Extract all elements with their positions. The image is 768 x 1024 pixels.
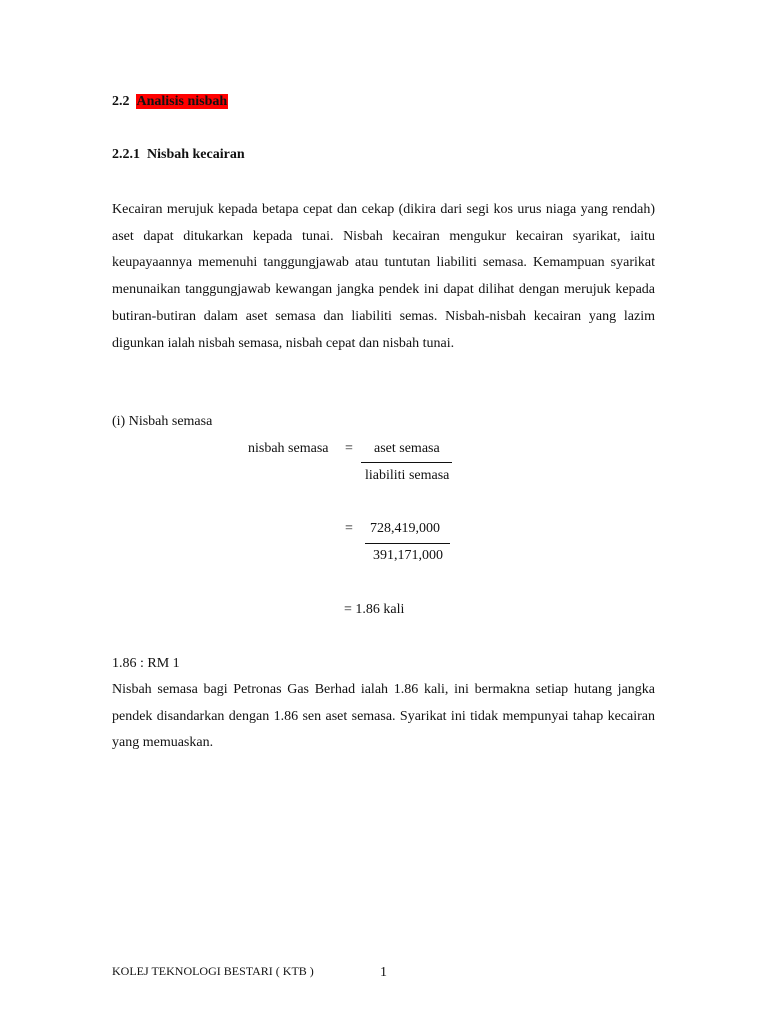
section-title: Analisis nisbah bbox=[136, 94, 228, 109]
fraction-bar bbox=[361, 462, 452, 463]
formula-lhs: nisbah semasa bbox=[248, 441, 329, 456]
formula-equals: = bbox=[345, 441, 353, 456]
formula-numerator: aset semasa bbox=[374, 441, 440, 456]
subsection-number: 2.2.1 bbox=[112, 147, 140, 162]
numeric-equals: = bbox=[345, 521, 353, 536]
formula-denominator: liabiliti semasa bbox=[365, 468, 450, 483]
page-number: 1 bbox=[380, 965, 387, 980]
conclusion-paragraph: Nisbah semasa bagi Petronas Gas Berhad ialah 1.86 kali, ini bermakna setiap hutang jangka pendek disandarkan dengan 1.86 sen aset semasa. Syarikat ini tidak mempunyai tahap kecairan yang memuaskan. bbox=[112, 682, 655, 751]
subsection-title: Nisbah kecairan bbox=[147, 147, 245, 162]
numeric-fraction-bar bbox=[365, 543, 450, 544]
item-label: (i) Nisbah semasa bbox=[112, 414, 213, 429]
intro-paragraph: Kecairan merujuk kepada betapa cepat dan cekap (dikira dari segi kos urus niaga yang rendah) aset dapat ditukarkan kepada tunai. Nisbah kecairan mengukur kecairan syarikat, iaitu keupayaannya memenuhi tanggungjawab atau tuntutan liabiliti semasa. Kemampuan syarikat menunaikan tanggungjawab kewangan jangka pendek ini dapat dilihat dengan merujuk kepada butiran-butiran dalam aset semasa dan liabiliti semas. Nisbah-nisbah kecairan yang lazim digunkan ialah nisbah semasa, nisbah cepat dan nisbah tunai. bbox=[112, 202, 655, 351]
section-heading bbox=[112, 94, 228, 110]
numeric-denominator: 391,171,000 bbox=[373, 548, 443, 563]
footer-institution: KOLEJ TEKNOLOGI BESTARI ( KTB ) bbox=[112, 964, 314, 978]
formula-result: = 1.86 kali bbox=[344, 602, 405, 617]
numeric-numerator: 728,419,000 bbox=[370, 521, 440, 536]
ratio-line: 1.86 : RM 1 bbox=[112, 656, 180, 671]
section-number: 2.2 bbox=[112, 94, 130, 109]
subsection-heading bbox=[112, 147, 245, 163]
